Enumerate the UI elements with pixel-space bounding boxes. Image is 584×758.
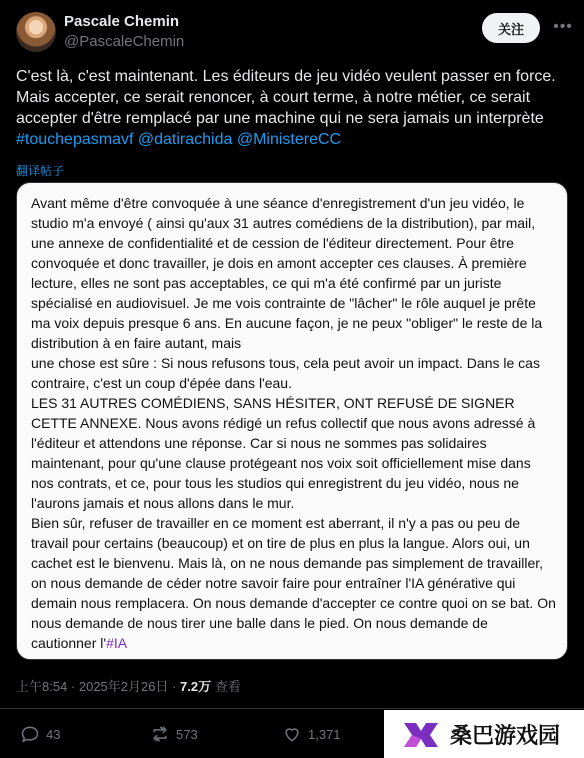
repost-button[interactable] (150, 724, 198, 744)
view-count: 7.2万 (180, 679, 212, 694)
timestamp[interactable]: 上午8:54 · 2025年2月26日 · (16, 679, 181, 694)
attached-image[interactable] (16, 182, 568, 660)
follow-button[interactable]: 关注 (482, 13, 540, 43)
like-icon (282, 724, 302, 744)
image-text (31, 193, 556, 653)
repost-icon (150, 724, 170, 744)
watermark-text: 桑巴游戏园 (450, 723, 561, 749)
reply-count: 43 (46, 726, 61, 742)
author-handle[interactable]: @PascaleChemin (64, 33, 185, 50)
divider (0, 708, 584, 709)
views-label: 查看 (211, 679, 241, 694)
tweet-meta (16, 676, 241, 695)
author-name[interactable]: Pascale Chemin (64, 13, 180, 30)
image-body-text: Avant même d'être convoquée à une séance d'enregistrement d'un jeu vidéo, le studio m'a envoyé ( ainsi qu'aux 31 autres comédiens de la distribution), par mail, une annexe de confidentialité et de cession de l'éditeur directement. Pour être convoquée et donc travailler, je dois en amont accepter ces clauses. À première lecture, elles ne sont pas acceptables, ce qui m'a été confirmé par un juriste spécialisé en audiovisuel. Je me vois contrainte de "lâcher" le rôle auquel je prête ma voix depuis presque 6 ans. En aucune façon, je ne peux "obliger" le reste de la distribution à en faire autant, mais une chose est sûre : Si nous refusons tous, cela peut avoir un impact. Dans le cas contraire, c'est un coup d'épée dans l'eau. LES 31 AUTRES COMÉDIENS, SANS HÉSITER, ONT REFUSÉ DE SIGNER CETTE ANNEXE. Nous avons rédigé un refus collectif que nous avons adressé à l'éditeur et attendons une réponse. Car si nous ne sommes pas solidaires maintenant, pour qu'une clause protégeant nos voix soit officiellement mise dans nos contrats, et ce, pour tous les studios qui enregistrent du jeu vidéo, nous ne l'aurons jamais et nous allons dans le mur. Bien sûr, refuser de travailler en ce moment est aberrant, il n'y a pas ou peu de travail pour certains (beaucoup) et on tire de plus en plus la langue. Alors oui, un cachet est le bienvenu. Mais là, on ne nous demande pas simplement de travailler, on nous demande de céder notre savoir faire pour entraîner l'IA générative qui demain nous remplacera. On nous demande d'accepter ce contre quoi on se bat. On nous demande de nous tirer une balle dans le pied. On nous demande de cautionner l' (31, 195, 556, 651)
watermark-logo-mark (402, 719, 440, 749)
watermark-logo (384, 710, 584, 758)
mention-link-datirachida[interactable]: @datirachida (137, 131, 233, 148)
reply-button[interactable] (20, 724, 60, 744)
tweet-body: C'est là, c'est maintenant. Les éditeurs de jeu vidéo veulent passer en force. Mais accepter, ce serait renoncer, à court terme, à notre métier, ce serait accepter d'être remplacé par une machine qui ne sera jamais un interprète (16, 68, 556, 127)
tweet-text (16, 66, 572, 150)
translate-post-link[interactable]: 翻译帖子 (16, 164, 65, 178)
repost-count: 573 (176, 726, 198, 742)
avatar[interactable] (16, 12, 56, 52)
like-count: 1,371 (308, 726, 341, 742)
like-button[interactable] (282, 724, 341, 744)
more-icon[interactable]: ••• (553, 18, 573, 35)
hashtag-link[interactable]: #touchepasmavf (16, 131, 134, 148)
reply-icon (20, 724, 40, 744)
image-hashtag: #IA (106, 635, 128, 651)
mention-link-ministerecc[interactable]: @MinistereCC (236, 131, 342, 148)
